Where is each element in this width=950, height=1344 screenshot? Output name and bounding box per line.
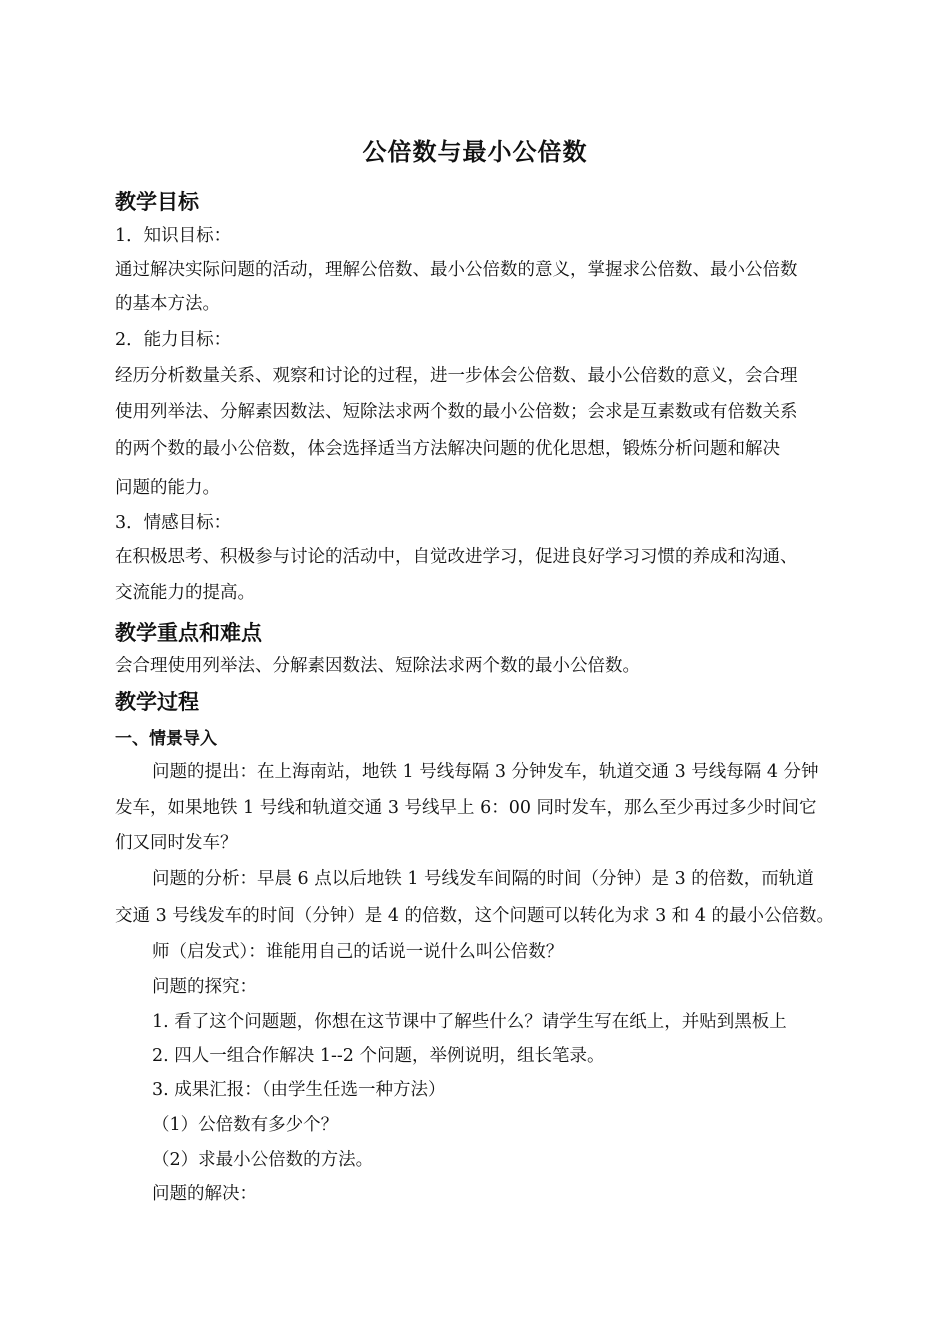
intro-subheading: 一、情景导入 <box>115 729 217 749</box>
knowledge-label: 1．知识目标： <box>115 226 232 246</box>
ability-label: 2．能力目标： <box>115 330 232 350</box>
step-item: 2. 四人一组合作解决 1--2 个问题，举例说明，组长笔录。 <box>152 1046 605 1066</box>
problem-line: 问题的提出：在上海南站，地铁 1 号线每隔 3 分钟发车，轨道交通 3 号线每隔 4 分钟 <box>152 762 819 782</box>
sub-item: （1）公倍数有多少个？ <box>152 1115 339 1135</box>
process-heading: 教学过程 <box>115 690 199 714</box>
knowledge-line: 的基本方法。 <box>115 294 220 314</box>
sub-item: （2）求最小公倍数的方法。 <box>152 1150 374 1170</box>
emotion-line: 交流能力的提高。 <box>115 583 255 603</box>
ability-line: 的两个数的最小公倍数，体会选择适当方法解决问题的优化思想，锻炼分析问题和解决 <box>115 439 780 459</box>
analysis-line: 问题的分析：早晨 6 点以后地铁 1 号线发车间隔的时间（分钟）是 3 的倍数，而轨道 <box>152 869 814 889</box>
problem-line: 发车，如果地铁 1 号线和轨道交通 3 号线早上 6：00 同时发车，那么至少再过多少时间它 <box>115 798 817 818</box>
page-title: 公倍数与最小公倍数 <box>362 138 588 166</box>
objectives-heading: 教学目标 <box>115 190 199 214</box>
ability-line: 问题的能力。 <box>115 478 220 498</box>
problem-line: 们又同时发车？ <box>115 833 238 853</box>
solve-label: 问题的解决： <box>152 1184 257 1204</box>
key-points-text: 会合理使用列举法、分解素因数法、短除法求两个数的最小公倍数。 <box>115 656 640 676</box>
emotion-label: 3．情感目标： <box>115 513 232 533</box>
step-item: 1. 看了这个问题题，你想在这节课中了解些什么？请学生写在纸上，并贴到黑板上 <box>152 1012 787 1032</box>
emotion-line: 在积极思考、积极参与讨论的活动中，自觉改进学习，促进良好学习习惯的养成和沟通、 <box>115 547 798 567</box>
ability-line: 使用列举法、分解素因数法、短除法求两个数的最小公倍数；会求是互素数或有倍数关系 <box>115 402 798 422</box>
explore-label: 问题的探究： <box>152 977 257 997</box>
step-item: 3. 成果汇报：（由学生任选一种方法） <box>152 1080 446 1100</box>
key-points-heading: 教学重点和难点 <box>115 621 262 645</box>
analysis-line: 交通 3 号线发车的时间（分钟）是 4 的倍数，这个问题可以转化为求 3 和 4 的最小公倍数。 <box>115 906 835 926</box>
ability-line: 经历分析数量关系、观察和讨论的过程，进一步体会公倍数、最小公倍数的意义，会合理 <box>115 366 798 386</box>
teacher-question: 师（启发式）：谁能用自己的话说一说什么叫公倍数？ <box>152 942 564 962</box>
knowledge-line: 通过解决实际问题的活动，理解公倍数、最小公倍数的意义，掌握求公倍数、最小公倍数 <box>115 260 798 280</box>
